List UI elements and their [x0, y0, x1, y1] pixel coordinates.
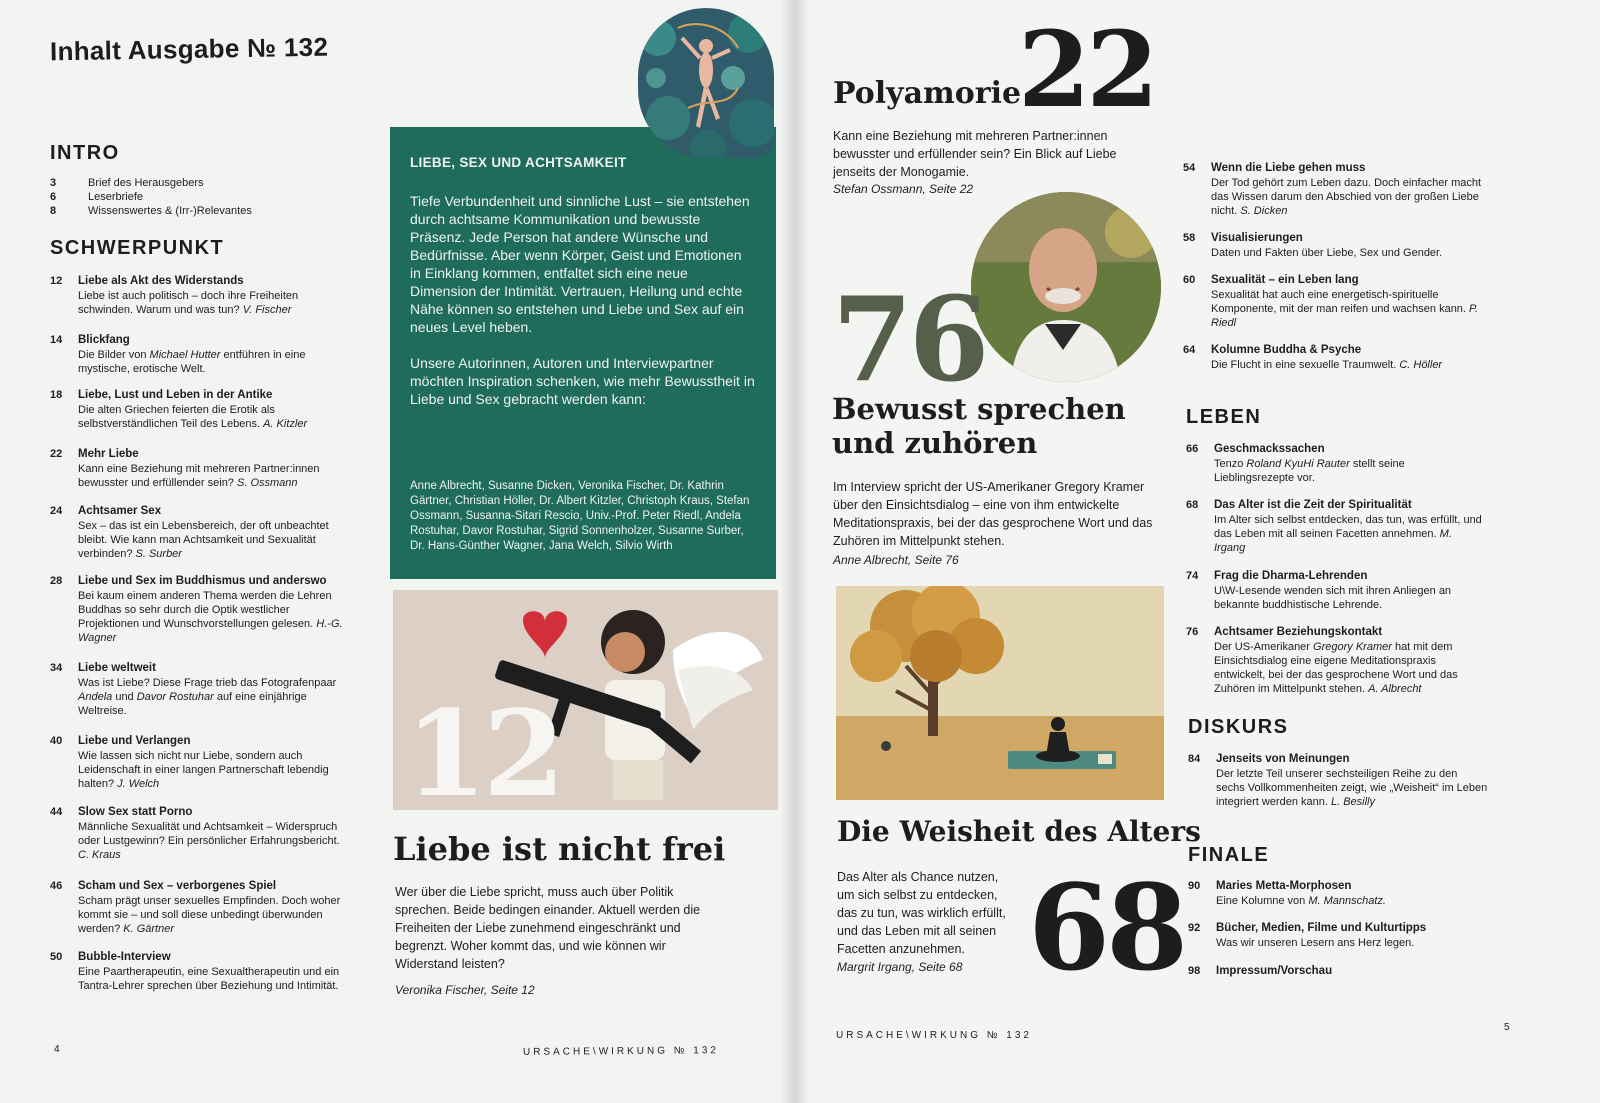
toc-page-number: 12 — [50, 275, 63, 287]
page-number-right: 5 — [1504, 1022, 1510, 1033]
section-heading-schwerpunkt: SCHWERPUNKT — [50, 237, 225, 259]
toc-title: Bubble-Interview — [78, 951, 171, 963]
toc-entry[interactable] — [50, 879, 350, 936]
toc-description: Die alten Griechen feierten die Erotik als selbstverständlichen Teil des Lebens. A. Kitzler — [78, 404, 308, 430]
toc-description: Tenzo Roland KyuHi Rauter stellt seine Lieblingsrezepte vor. — [1214, 458, 1405, 484]
toc-title: Jenseits von Meinungen — [1216, 753, 1350, 765]
theme-box-intro: Tiefe Verbundenheit und sinnliche Lust – sie entstehen durch achtsame Kommunikation und bewusste Präsenz. Jede Person hat andere Wünsche und Bedürfnisse. Aber wenn Körper, Geist und Emotionen in Einklang kommen, entfaltet sich eine neue Dimension der Intimität. Vertrauen, Heilung und echte Nähe können so entstehen und Liebe und Sex auf ein neues Level heben. — [410, 193, 750, 335]
toc-entry[interactable] — [50, 734, 350, 791]
toc-description: Sexualität hat auch eine energetisch-spirituelle Komponente, mit der man reifen und wachsen kann. P. Riedl — [1211, 289, 1479, 329]
toc-page-number: 24 — [50, 505, 63, 517]
toc-title: Scham und Sex – verborgenes Spiel — [78, 880, 277, 892]
theme-box — [390, 127, 776, 579]
toc-entry[interactable] — [50, 447, 350, 490]
toc-description: U\W-Lesende wenden sich mit ihren Anliegen an bekannte buddhistische Lehrende. — [1214, 585, 1452, 611]
toc-title: Sexualität – ein Leben lang — [1211, 274, 1359, 286]
toc-entry[interactable] — [1183, 273, 1483, 330]
toc-page-number: 84 — [1188, 753, 1201, 765]
toc-description: Im Alter sich selbst entdecken, das tun, was erfüllt, und das Leben mit all seinen Facetten annehmen. M. Irgang — [1214, 514, 1482, 554]
toc-entry[interactable] — [1188, 879, 1488, 908]
toc-description: Daten und Fakten über Liebe, Sex und Gender. — [1211, 247, 1443, 259]
toc-author: J. Welch — [117, 778, 160, 790]
toc-entry[interactable] — [1188, 921, 1488, 950]
toc-title: Geschmackssachen — [1214, 443, 1325, 455]
toc-description: Was ist Liebe? Diese Frage trieb das Fotografenpaar Andela und Davor Rostuhar auf eine einjährige Weltreise. — [78, 677, 337, 717]
toc-description: Scham prägt unser sexuelles Empfinden. Doch woher kommt sie – und soll diese unbedingt überwunden werden? K. Gärtner — [78, 895, 341, 935]
toc-title: Liebe, Lust und Leben in der Antike — [78, 389, 273, 401]
intro-item[interactable]: 6 Leserbriefe — [50, 191, 144, 203]
tree-meditation-illustration — [836, 586, 1164, 800]
feature-76-number: 76 — [832, 272, 986, 408]
feature-22-author: Stefan Ossmann, Seite 22 — [833, 182, 974, 196]
feature-12-text: Wer über die Liebe spricht, muss auch über Politik sprechen. Beide bedingen einander. Aktuell werden die Freiheiten der Liebe zunehmend eingeschränkt und begrenzt. Woher kommt das, und wie können wir Widerstand leisten? — [395, 885, 701, 971]
feature-68-author: Margrit Irgang, Seite 68 — [837, 960, 963, 974]
toc-title: Wenn die Liebe gehen muss — [1211, 162, 1366, 174]
toc-description: Die Bilder von Michael Hutter entführen in eine mystische, erotische Welt. — [78, 349, 306, 375]
toc-title: Impressum/Vorschau — [1216, 965, 1333, 977]
toc-title: Mehr Liebe — [78, 448, 139, 460]
toc-description: Liebe ist auch politisch – doch ihre Freiheiten schwinden. Warum und was tun? V. Fischer — [78, 290, 299, 316]
toc-entry[interactable] — [1186, 442, 1486, 485]
feature-68-title[interactable]: Die Weisheit des Alters — [837, 815, 1201, 848]
toc-page-number: 92 — [1188, 922, 1201, 934]
toc-title: Achtsamer Sex — [78, 505, 162, 517]
intro-list — [50, 176, 252, 218]
toc-page-number: 44 — [50, 806, 63, 818]
toc-entry[interactable] — [50, 504, 350, 561]
toc-title: Slow Sex statt Porno — [78, 806, 193, 818]
toc-page-number: 98 — [1188, 965, 1201, 977]
toc-entry[interactable] — [1183, 231, 1483, 260]
footer-right: URSACHE\WIRKUNG № 132 — [836, 1030, 1032, 1041]
toc-author: L. Besilly — [1330, 796, 1375, 808]
toc-page-number: 58 — [1183, 232, 1196, 244]
toc-page-number: 64 — [1183, 344, 1196, 356]
toc-entry[interactable] — [1186, 625, 1486, 696]
toc-title: Liebe weltweit — [78, 662, 156, 674]
toc-page-number: 90 — [1188, 880, 1201, 892]
toc-author: M. Irgang — [1214, 528, 1452, 554]
portrait-photo — [971, 192, 1161, 382]
toc-description: Der letzte Teil unserer sechsteiligen Reihe zu den sechs Vollkommenheiten zeigt, wie „Weisheit“ im Leben integriert werden kann. L. Besilly — [1216, 768, 1488, 808]
toc-title: Kolumne Buddha & Psyche — [1211, 344, 1362, 356]
issue-title: Inhalt Ausgabe № 132 — [49, 31, 329, 67]
toc-entry[interactable] — [1186, 569, 1486, 612]
toc-title: Frag die Dharma-Lehrenden — [1214, 570, 1368, 582]
toc-page-number: 40 — [50, 735, 63, 747]
toc-page-number: 66 — [1186, 443, 1199, 455]
toc-description: Eine Kolumne von M. Mannschatz. — [1216, 895, 1386, 907]
toc-page-number: 50 — [50, 951, 63, 963]
theme-box-heading: LIEBE, SEX UND ACHTSAMKEIT — [410, 155, 627, 170]
feature-12-number: 12 — [405, 684, 562, 823]
toc-author: A. Kitzler — [263, 418, 308, 430]
toc-entry[interactable] — [1188, 752, 1488, 809]
toc-description: Wie lassen sich nicht nur Liebe, sondern auch Leidenschaft in einer langen Partnerschaft lebendig halten? J. Welch — [78, 750, 329, 790]
toc-entry[interactable] — [50, 661, 350, 718]
feature-22-text: Kann eine Beziehung mit mehreren Partner:innen bewusster und erfüllender sein? Ein Blick auf Liebe jenseits der Monogamie. — [833, 129, 1117, 179]
toc-author: V. Fischer — [242, 304, 292, 316]
toc-page-number: 46 — [50, 880, 63, 892]
feature-68-number: 68 — [1028, 858, 1185, 997]
toc-page-number: 60 — [1183, 274, 1196, 286]
toc-author: C. Kraus — [78, 849, 121, 861]
toc-author: H.-G. Wagner — [78, 618, 343, 644]
feature-76-title[interactable]: Bewusst sprechen und zuhören — [832, 392, 1126, 460]
theme-box-authors-intro: Unsere Autorinnen, Autoren und Interviewpartner möchten Inspiration schenken, wie mehr Bewusstheit in Liebe und Sex gebracht werden kann: — [410, 355, 755, 407]
feature-12-title[interactable]: Liebe ist nicht frei — [393, 830, 726, 868]
section-heading-leben: LEBEN — [1186, 406, 1262, 428]
toc-page-number: 68 — [1186, 499, 1199, 511]
toc-page-number: 18 — [50, 389, 63, 401]
toc-entry[interactable] — [50, 805, 350, 862]
toc-page-number: 34 — [50, 662, 63, 674]
toc-description: Männliche Sexualität und Achtsamkeit – Widerspruch oder Lustgewinn? Ein persönlicher Erfahrungsbericht. C. Kraus — [78, 821, 340, 861]
toc-description: Eine Paartherapeutin, eine Sexualtherapeutin und ein Tantra-Lehrer sprechen über Beziehung und Intimität. — [78, 966, 340, 992]
section-heading-diskurs: DISKURS — [1188, 716, 1289, 738]
toc-entry[interactable] — [1183, 343, 1483, 372]
intro-item[interactable]: 8 Wissenswertes & (Irr-)Relevantes — [50, 205, 252, 217]
toc-title: Maries Metta-Morphosen — [1216, 880, 1352, 892]
toc-title: Visualisierungen — [1211, 232, 1303, 244]
theme-box-names: Anne Albrecht, Susanne Dicken, Veronika Fischer, Dr. Kathrin Gärtner, Christian Höller, Dr. Albert Kitzler, Christoph Kraus, Stefan Ossmann, Susanna-Sitari Rescio, Univ.-Prof. Peter Riedl, Andela Rostuhar, Davor Rostuhar, Sigrid Sonnenholzer, Susanne Surber, Dr. Hans-Günther Wagner, Jana Welch, Silvio Wirth — [410, 480, 750, 552]
spine-gutter — [780, 0, 810, 1103]
feature-76-text: Im Interview spricht der US-Amerikaner Gregory Kramer über den Einsichtsdialog – eine von ihm entwickelte Meditationspraxis, bei der das gesprochene Wort und das Zuhören im Mittelpunkt stehen. — [833, 480, 1153, 548]
toc-description: Bei kaum einem anderen Thema werden die Lehren Buddhas so sehr durch die Optik westlicher Projektionen und Wunschvorstellungen gelesen. H.-G. Wagner — [78, 590, 343, 644]
toc-title: Liebe und Verlangen — [78, 735, 191, 747]
footer-left: URSACHE\WIRKUNG № 132 — [522, 1045, 720, 1058]
toc-title: Bücher, Medien, Filme und Kulturtipps — [1216, 922, 1427, 934]
feature-12-author: Veronika Fischer, Seite 12 — [395, 983, 535, 997]
feature-22-title[interactable]: Polyamorie — [833, 76, 1022, 111]
toc-description: Sex – das ist ein Lebensbereich, der oft unbeachtet bleibt. Wie kann man Achtsamkeit und Sexualität verbinden? S. Surber — [78, 520, 329, 560]
toc-author: S. Dicken — [1240, 205, 1288, 217]
toc-entry[interactable] — [50, 388, 350, 431]
toc-page-number: 76 — [1186, 626, 1199, 638]
page-number-left: 4 — [54, 1044, 60, 1055]
toc-title: Das Alter ist die Zeit der Spiritualität — [1214, 499, 1412, 511]
section-heading-finale: FINALE — [1188, 844, 1270, 866]
toc-description: Die Flucht in eine sexuelle Traumwelt. C. Höller — [1211, 359, 1443, 371]
toc-entry[interactable] — [1188, 964, 1488, 979]
toc-page-number: 22 — [50, 448, 63, 460]
toc-author: S. Surber — [135, 548, 182, 560]
toc-entry[interactable] — [50, 574, 350, 645]
toc-title: Blickfang — [78, 334, 130, 346]
toc-description: Kann eine Beziehung mit mehreren Partner:innen bewusster und erfüllender sein? S. Ossmann — [78, 463, 320, 489]
toc-page-number: 54 — [1183, 162, 1196, 174]
toc-description: Was wir unseren Lesern ans Herz legen. — [1216, 937, 1415, 949]
toc-author: S. Ossmann — [237, 477, 298, 489]
toc-description: Der US-Amerikaner Gregory Kramer hat mit dem Einsichtsdialog eine eigene Meditationspraxis entwickelt, bei der das gesprochene Wort und das Zuhören im Mittelpunkt stehen. A. Albrecht — [1214, 641, 1458, 695]
toc-description: Der Tod gehört zum Leben dazu. Doch einfacher macht das Wissen darum den Abschied von der großen Liebe nicht. S. Dicken — [1211, 177, 1482, 217]
intro-item[interactable]: 3 Brief des Herausgebers — [50, 177, 204, 189]
toc-page-number: 74 — [1186, 570, 1199, 582]
toc-author: C. Höller — [1399, 359, 1443, 371]
toc-page-number: 14 — [50, 334, 63, 346]
toc-title: Achtsamer Beziehungskontakt — [1214, 626, 1383, 638]
feature-76-author: Anne Albrecht, Seite 76 — [833, 553, 959, 567]
toc-author: K. Gärtner — [123, 923, 175, 935]
toc-title: Liebe als Akt des Widerstands — [78, 275, 244, 287]
dancer-illustration — [638, 8, 774, 158]
toc-author: P. Riedl — [1211, 303, 1479, 329]
toc-author: A. Albrecht — [1368, 683, 1422, 695]
toc-entry[interactable] — [1186, 498, 1486, 555]
toc-entry[interactable] — [50, 333, 350, 376]
toc-entry[interactable] — [1183, 161, 1483, 218]
toc-entry[interactable] — [50, 274, 350, 317]
toc-page-number: 28 — [50, 575, 63, 587]
section-heading-intro: INTRO — [50, 142, 120, 164]
toc-title: Liebe und Sex im Buddhismus und anderswo — [78, 575, 327, 587]
feature-22-number: 22 — [1018, 8, 1155, 131]
toc-entry[interactable] — [50, 950, 350, 993]
feature-68-text: Das Alter als Chance nutzen, um sich selbst zu entdecken, das zu tun, was wirklich erfüllt, und das Leben mit all seinen Facetten anzunehmen. — [837, 870, 1006, 956]
